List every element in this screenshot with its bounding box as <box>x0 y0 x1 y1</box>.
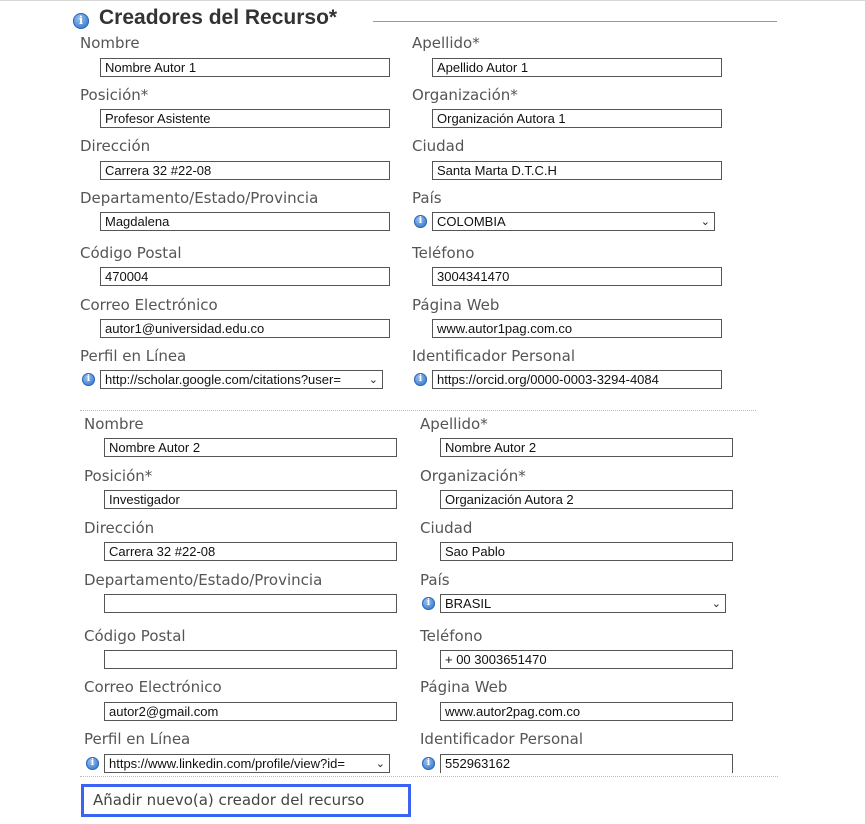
codigo-postal-input[interactable] <box>104 650 397 669</box>
section-header <box>73 6 777 34</box>
codigo-postal-input[interactable]: 470004 <box>100 267 390 286</box>
label-posicion: Posición* <box>80 86 149 104</box>
identificador-input[interactable]: https://orcid.org/0000-0003-3294-4084 <box>432 370 722 389</box>
departamento-input[interactable]: Magdalena <box>100 212 390 231</box>
header-divider <box>373 21 777 22</box>
label-pais: País <box>420 571 450 589</box>
label-telefono: Teléfono <box>420 627 483 645</box>
info-icon[interactable]: i <box>414 215 427 228</box>
label-codigo-postal: Código Postal <box>84 627 186 645</box>
chevron-down-icon: ⌄ <box>711 598 721 610</box>
label-departamento: Departamento/Estado/Provincia <box>84 571 323 589</box>
chevron-down-icon: ⌄ <box>368 374 378 386</box>
label-correo: Correo Electrónico <box>84 678 222 696</box>
label-perfil: Perfil en Línea <box>84 730 191 748</box>
label-telefono: Teléfono <box>412 244 475 262</box>
label-ciudad: Ciudad <box>420 519 473 537</box>
direccion-input[interactable]: Carrera 32 #22-08 <box>100 161 390 180</box>
nombre-input[interactable]: Nombre Autor 2 <box>104 438 397 457</box>
chevron-down-icon: ⌄ <box>700 216 710 228</box>
perfil-select[interactable] <box>100 370 383 389</box>
label-nombre: Nombre <box>84 415 144 433</box>
info-icon[interactable]: i <box>82 373 95 386</box>
label-identificador: Identificador Personal <box>420 730 584 748</box>
ciudad-input[interactable]: Santa Marta D.T.C.H <box>432 161 722 180</box>
info-icon[interactable]: i <box>73 13 89 29</box>
perfil-select[interactable] <box>104 754 390 773</box>
creator-divider <box>80 410 756 411</box>
label-perfil: Perfil en Línea <box>80 347 187 365</box>
label-apellido: Apellido* <box>412 34 480 52</box>
info-icon[interactable]: i <box>414 373 427 386</box>
ciudad-input[interactable]: Sao Pablo <box>440 542 733 561</box>
label-pagina-web: Página Web <box>420 678 508 696</box>
pais-selected-value: BRASIL <box>445 596 492 611</box>
label-posicion: Posición* <box>84 467 153 485</box>
direccion-input[interactable]: Carrera 32 #22-08 <box>104 542 397 561</box>
apellido-input[interactable]: Apellido Autor 1 <box>432 58 722 77</box>
pais-select[interactable] <box>432 212 715 231</box>
perfil-selected-value: https://www.linkedin.com/profile/view?id= <box>109 756 345 771</box>
chevron-down-icon: ⌄ <box>375 758 385 770</box>
creator-divider <box>80 776 778 777</box>
info-icon[interactable]: i <box>422 757 435 770</box>
info-icon[interactable]: i <box>422 597 435 610</box>
departamento-input[interactable] <box>104 594 397 613</box>
label-codigo-postal: Código Postal <box>80 244 182 262</box>
label-pais: País <box>412 189 442 207</box>
label-apellido: Apellido* <box>420 415 488 433</box>
label-organizacion: Organización* <box>412 86 518 104</box>
correo-input[interactable]: autor1@universidad.edu.co <box>100 319 390 338</box>
label-direccion: Dirección <box>84 519 155 537</box>
top-divider <box>0 0 865 1</box>
organizacion-input[interactable]: Organización Autora 1 <box>432 109 722 128</box>
section-title: Creadores del Recurso* <box>99 6 338 29</box>
correo-input[interactable]: autor2@gmail.com <box>104 702 397 721</box>
pagina-web-input[interactable]: www.autor1pag.com.co <box>432 319 722 338</box>
nombre-input[interactable]: Nombre Autor 1 <box>100 58 390 77</box>
pais-selected-value: COLOMBIA <box>437 214 506 229</box>
identificador-input[interactable]: 552963162 <box>440 754 733 773</box>
perfil-selected-value: http://scholar.google.com/citations?user= <box>105 372 341 387</box>
telefono-input[interactable]: 3004341470 <box>432 267 722 286</box>
label-departamento: Departamento/Estado/Provincia <box>80 189 319 207</box>
telefono-input[interactable]: + 00 3003651470 <box>440 650 733 669</box>
info-icon[interactable]: i <box>86 757 99 770</box>
add-creator-button[interactable]: Añadir nuevo(a) creador del recurso <box>81 784 411 817</box>
label-ciudad: Ciudad <box>412 137 465 155</box>
posicion-input[interactable]: Profesor Asistente <box>100 109 390 128</box>
posicion-input[interactable]: Investigador <box>104 490 397 509</box>
pagina-web-input[interactable]: www.autor2pag.com.co <box>440 702 733 721</box>
apellido-input[interactable]: Nombre Autor 2 <box>440 438 733 457</box>
label-correo: Correo Electrónico <box>80 296 218 314</box>
pais-select[interactable] <box>440 594 726 613</box>
organizacion-input[interactable]: Organización Autora 2 <box>440 490 733 509</box>
label-nombre: Nombre <box>80 34 140 52</box>
label-organizacion: Organización* <box>420 467 526 485</box>
label-pagina-web: Página Web <box>412 296 500 314</box>
label-direccion: Dirección <box>80 137 151 155</box>
label-identificador: Identificador Personal <box>412 347 576 365</box>
